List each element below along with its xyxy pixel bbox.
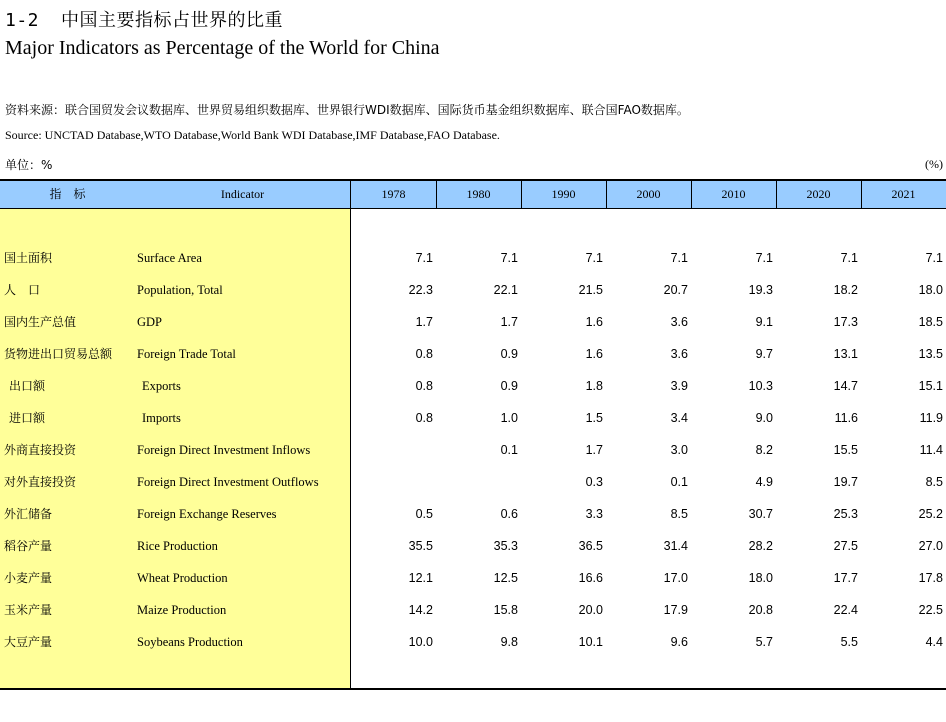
value-cell: 11.4 <box>919 443 943 457</box>
table-row <box>0 504 946 524</box>
row-label-zh: 货物进出口贸易总额 <box>4 347 113 361</box>
row-label-zh: 外商直接投资 <box>4 443 77 457</box>
table-row <box>0 472 946 492</box>
value-cell: 13.5 <box>918 347 943 361</box>
value-cell: 7.1 <box>670 251 688 265</box>
value-cell: 5.7 <box>755 635 773 649</box>
row-label-en: Imports <box>142 411 181 425</box>
header-indicator-en: Indicator <box>220 187 265 201</box>
value-cell: 25.2 <box>918 507 943 521</box>
value-cell: 22.1 <box>493 283 518 297</box>
table-row <box>0 408 946 428</box>
value-cell: 28.2 <box>748 539 773 553</box>
value-cell: 3.9 <box>670 379 688 393</box>
value-cell: 1.7 <box>585 443 603 457</box>
header-year: 2010 <box>721 187 746 201</box>
header-year: 2020 <box>806 187 831 201</box>
value-cell: 7.1 <box>755 251 773 265</box>
value-cell: 16.6 <box>578 571 603 585</box>
value-cell: 13.1 <box>833 347 858 361</box>
unit-label-en: (%) <box>925 157 943 171</box>
row-label-zh: 玉米产量 <box>4 603 53 617</box>
value-cell: 9.7 <box>755 347 773 361</box>
row-label-en: Surface Area <box>137 251 202 265</box>
header-indicator-zh: 指 标 <box>49 187 86 201</box>
header-year: 1978 <box>381 187 406 201</box>
value-cell: 1.0 <box>500 411 518 425</box>
indicator-table <box>0 179 946 690</box>
value-cell: 17.7 <box>833 571 858 585</box>
header-year: 1980 <box>466 187 491 201</box>
value-cell: 20.7 <box>663 283 688 297</box>
value-cell: 20.0 <box>578 603 603 617</box>
row-label-en: Foreign Trade Total <box>137 347 236 361</box>
row-label-en: Soybeans Production <box>137 635 243 649</box>
table-row <box>0 600 946 620</box>
table-row <box>0 248 946 268</box>
value-cell: 0.1 <box>670 475 688 489</box>
unit-label-zh: 单位：% <box>5 158 53 172</box>
table-row <box>0 376 946 396</box>
value-cell: 21.5 <box>578 283 603 297</box>
row-label-en: Foreign Exchange Reserves <box>137 507 277 521</box>
value-cell: 22.5 <box>918 603 943 617</box>
value-cell: 0.9 <box>500 347 518 361</box>
value-cell: 35.5 <box>408 539 433 553</box>
value-cell: 30.7 <box>748 507 773 521</box>
table-row <box>0 312 946 332</box>
value-cell: 17.8 <box>918 571 943 585</box>
row-label-zh: 进口额 <box>9 411 46 425</box>
value-cell: 0.6 <box>500 507 518 521</box>
value-cell: 1.6 <box>585 347 603 361</box>
value-cell: 27.5 <box>833 539 858 553</box>
value-cell: 17.9 <box>663 603 688 617</box>
row-label-en: Foreign Direct Investment Outflows <box>137 475 319 489</box>
row-label-zh: 国内生产总值 <box>4 315 77 329</box>
header-divider <box>606 181 607 208</box>
page-title-en: Major Indicators as Percentage of the World for China <box>5 37 440 59</box>
value-cell: 19.3 <box>748 283 773 297</box>
source-note-zh: 资料来源：联合国贸发会议数据库、世界贸易组织数据库、世界银行WDI数据库、国际货币基金组织数据库、联合国FAO数据库。 <box>5 103 689 117</box>
value-cell: 7.1 <box>840 251 858 265</box>
header-divider <box>436 181 437 208</box>
value-cell: 11.6 <box>834 411 858 425</box>
value-cell: 1.7 <box>415 315 433 329</box>
value-cell: 22.4 <box>833 603 858 617</box>
row-label-zh: 小麦产量 <box>4 571 53 585</box>
value-cell: 17.0 <box>663 571 688 585</box>
value-cell: 5.5 <box>840 635 858 649</box>
value-cell: 14.2 <box>408 603 433 617</box>
row-label-en: Wheat Production <box>137 571 228 585</box>
value-cell: 18.0 <box>748 571 773 585</box>
header-divider <box>521 181 522 208</box>
value-cell: 9.0 <box>755 411 773 425</box>
header-divider <box>691 181 692 208</box>
value-cell: 0.1 <box>500 443 518 457</box>
value-cell: 0.5 <box>415 507 433 521</box>
table-number: 1-2 <box>5 10 40 31</box>
value-cell: 1.7 <box>500 315 518 329</box>
value-cell: 3.6 <box>670 315 688 329</box>
value-cell: 8.5 <box>670 507 688 521</box>
value-cell: 17.3 <box>833 315 858 329</box>
value-cell: 18.2 <box>833 283 858 297</box>
value-cell: 0.9 <box>500 379 518 393</box>
header-rule <box>0 208 946 209</box>
value-cell: 15.5 <box>833 443 858 457</box>
row-label-en: Population, Total <box>137 283 223 297</box>
value-cell: 18.0 <box>918 283 943 297</box>
value-cell: 36.5 <box>578 539 603 553</box>
value-cell: 7.1 <box>585 251 603 265</box>
table-header <box>0 179 946 208</box>
table-row <box>0 280 946 300</box>
title-chinese: 中国主要指标占世界的比重 <box>61 10 284 31</box>
row-label-zh: 外汇储备 <box>4 507 53 521</box>
page-title-zh <box>5 6 283 32</box>
value-cell: 15.8 <box>493 603 518 617</box>
value-cell: 1.8 <box>585 379 603 393</box>
table-row <box>0 344 946 364</box>
row-label-en: Rice Production <box>137 539 218 553</box>
row-label-en: Foreign Direct Investment Inflows <box>137 443 311 457</box>
row-label-zh: 稻谷产量 <box>4 539 53 553</box>
row-label-en: Exports <box>142 379 181 393</box>
table-row <box>0 568 946 588</box>
row-label-zh: 大豆产量 <box>4 635 53 649</box>
source-note-en: Source: UNCTAD Database,WTO Database,World Bank WDI Database,IMF Database,FAO Database. <box>5 128 500 142</box>
value-cell: 18.5 <box>918 315 943 329</box>
table-row <box>0 440 946 460</box>
value-cell: 27.0 <box>918 539 943 553</box>
value-cell: 0.3 <box>585 475 603 489</box>
header-divider <box>861 181 862 208</box>
value-cell: 22.3 <box>408 283 433 297</box>
value-cell: 3.0 <box>670 443 688 457</box>
value-cell: 9.8 <box>500 635 518 649</box>
row-label-zh: 对外直接投资 <box>4 475 77 489</box>
table-bottom-rule <box>0 688 946 690</box>
value-cell: 31.4 <box>663 539 688 553</box>
value-cell: 7.1 <box>925 251 943 265</box>
value-cell: 9.6 <box>670 635 688 649</box>
row-label-zh: 人 口 <box>4 283 41 297</box>
row-label-zh: 出口额 <box>9 379 46 393</box>
value-cell: 3.3 <box>585 507 603 521</box>
value-cell: 1.6 <box>585 315 603 329</box>
header-year: 2021 <box>891 187 916 201</box>
value-cell: 0.8 <box>415 347 433 361</box>
value-cell: 8.2 <box>755 443 773 457</box>
header-year: 1990 <box>551 187 576 201</box>
value-cell: 20.8 <box>748 603 773 617</box>
value-cell: 10.3 <box>748 379 773 393</box>
value-cell: 11.9 <box>919 411 943 425</box>
value-cell: 14.7 <box>833 379 858 393</box>
table-row <box>0 536 946 556</box>
value-cell: 8.5 <box>925 475 943 489</box>
row-label-en: Maize Production <box>137 603 227 617</box>
table-row <box>0 632 946 652</box>
value-cell: 0.8 <box>415 411 433 425</box>
value-cell: 10.0 <box>408 635 433 649</box>
value-cell: 7.1 <box>500 251 518 265</box>
value-cell: 12.5 <box>493 571 518 585</box>
value-cell: 10.1 <box>578 635 603 649</box>
value-cell: 3.4 <box>670 411 688 425</box>
value-cell: 3.6 <box>670 347 688 361</box>
row-label-zh: 国土面积 <box>4 251 53 265</box>
header-year: 2000 <box>636 187 661 201</box>
header-divider <box>776 181 777 208</box>
value-cell: 4.4 <box>925 635 943 649</box>
value-cell: 12.1 <box>408 571 433 585</box>
value-cell: 1.5 <box>585 411 603 425</box>
value-cell: 0.8 <box>415 379 433 393</box>
value-cell: 19.7 <box>833 475 858 489</box>
value-cell: 25.3 <box>833 507 858 521</box>
row-label-en: GDP <box>137 315 163 329</box>
value-cell: 7.1 <box>415 251 433 265</box>
value-cell: 4.9 <box>755 475 773 489</box>
value-cell: 15.1 <box>918 379 943 393</box>
value-cell: 9.1 <box>755 315 773 329</box>
value-cell: 35.3 <box>493 539 518 553</box>
